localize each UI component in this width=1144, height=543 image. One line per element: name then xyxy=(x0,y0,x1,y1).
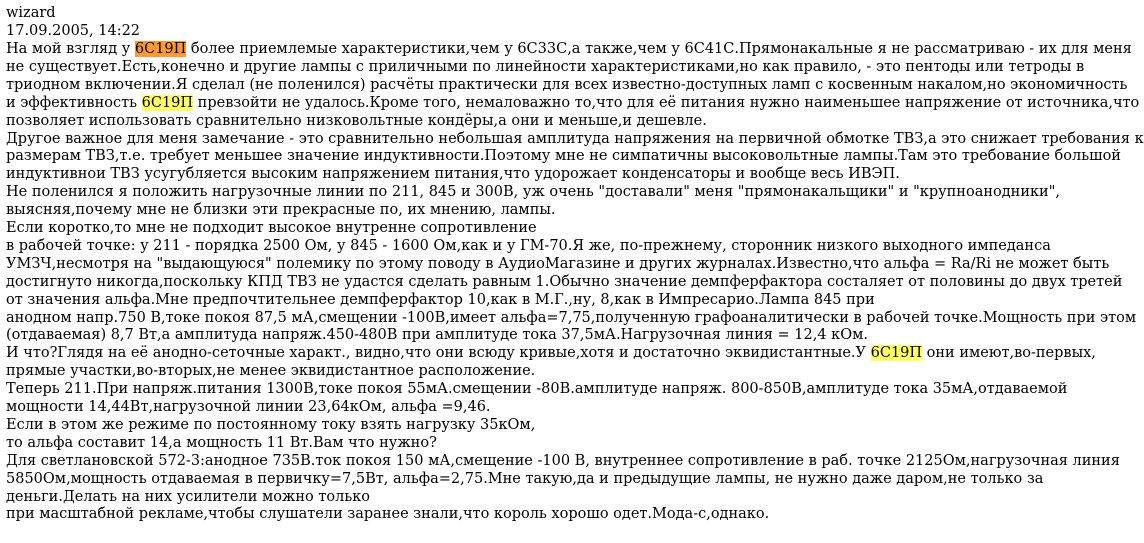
text-segment: при масштабной рекламе,чтобы слушатели заранее знали,что король хорошо одет.Мода-с,однако. xyxy=(6,506,770,523)
text-segment: Не поленился я положить нагрузочные линии по 211, 845 и 300В, уж очень "доставали" меня "прямонакальщики" и "крупноанодники", xyxy=(6,184,1061,201)
text-segment: прямые участки,во-вторых,не менее эквидистантное расположение. xyxy=(6,363,536,380)
post-text-line xyxy=(6,452,1120,470)
post-text-line xyxy=(6,505,769,523)
post-text-line xyxy=(6,237,1051,255)
text-segment: На мой взгляд у xyxy=(6,41,135,57)
post-text-line xyxy=(6,147,1121,165)
text-segment: размерам ТВЗ,т.е. требует меньшее значение индуктивности.Поэтому мне не симпатичны высоковольтные лампы.Там это требование большой xyxy=(6,148,1121,165)
text-segment: не существует.Есть,конечно и другие лампы с приличными по линейности характеристиками,но как правило, - это пентоды или тетроды в xyxy=(6,58,1085,75)
text-segment: и эффективность xyxy=(6,94,142,111)
text-segment: от значения альфа.Мне предпочтительнее демпферфактор 10,как в М.Г.,ну, 8,как в Импресарио.Лампа 845 при xyxy=(6,291,875,308)
text-segment: в рабочей точке: у 211 - порядка 2500 Ом, у 845 - 1600 Ом,как и у ГМ-70.Я же, по-прежнему, сторонник низкого выходного импеданса xyxy=(6,237,1051,254)
text-segment: Для светлановской 572-3:анодное 735В.ток покоя 150 мА,смещение -100 В, внутреннее сопротивление в раб. точке 2125Ом,нагрузочная линия xyxy=(6,452,1120,469)
post-text-line xyxy=(6,201,556,219)
post-text-line xyxy=(6,183,1060,201)
text-segment: деньги.Делать на них усилители можно только xyxy=(6,488,371,505)
post-text-line xyxy=(6,416,535,434)
text-segment: 5850Ом,мощность отдаваемая в первичку=7,5Вт, альфа=2,75.Мне такую,да и предыдущие лампы, не нужно даже даром,не только за xyxy=(6,470,1044,487)
text-segment: индуктивнои ТВЗ усугубляется высоким напряжением питания,что удорожает конденсаторы и вообще весь ИВЭП. xyxy=(6,166,900,183)
post-text-line xyxy=(6,362,535,380)
post-text-line xyxy=(6,291,875,309)
text-segment: (отдаваемая) 8,7 Вт,а амплитуда напряж.450-480В при амплитуде тока 37,5мА.Нагрузочная линия = 12,4 кОм. xyxy=(6,327,868,344)
post-text-line xyxy=(6,165,900,183)
post-text-line xyxy=(6,309,1136,327)
text-segment: анодном напр.750 В,токе покоя 87,5 мА,смещении -100В,имеет альфа=7,75,полученную графоаналитически в рабочей точке.Мощность при этом xyxy=(6,309,1137,326)
text-segment: более приемлемые характеристики,чем у 6С33С,а также,чем у 6С41С.Прямонакальные я не рассматриваю - их для меня xyxy=(186,41,1132,57)
text-segment: то альфа составит 14,а мощность 11 Вт.Вам что нужно? xyxy=(6,434,437,451)
text-segment: Другое важное для меня замечание - это сравнительно небольшая амплитуда напряжения на первичной обмотке ТВЗ,а это снижает требования к xyxy=(6,130,1144,147)
text-segment: позволяет использовать сравнительно низковольтные кондёры,а они и меньше,и дешевле. xyxy=(6,112,707,129)
post-text-line xyxy=(6,219,537,237)
post-text-line xyxy=(6,344,1096,362)
post-text-line xyxy=(6,255,1109,273)
post-text-line xyxy=(6,326,868,344)
post-text-line xyxy=(6,470,1043,488)
text-segment: Если в этом же режиме по постоянному току взять нагрузку 35кОм, xyxy=(6,416,536,433)
search-highlight: 6С19П xyxy=(870,345,923,362)
post-text-line xyxy=(6,398,491,416)
search-highlight: 6С19П xyxy=(141,94,194,111)
post-text-line xyxy=(6,58,1084,76)
post-text-line xyxy=(6,434,437,452)
text-segment: мощности 14,44Вт,нагрузочной линии 23,64кОм, альфа =9,46. xyxy=(6,399,491,415)
post-author[interactable]: wizard xyxy=(6,5,56,21)
text-segment: триодном включении.Я сделал (не поленился) расчёты практически для всех известно-доступных ламп с косвенным накалом,но экономичность xyxy=(6,76,1128,93)
text-segment: выясняя,почему мне не близки эти прекрасные по, их мнению, лампы. xyxy=(6,202,556,219)
post-text-line xyxy=(6,488,370,506)
post-text-line xyxy=(6,380,1067,398)
post-text-line xyxy=(6,40,1132,58)
text-segment: они имеют,во-первых, xyxy=(922,345,1096,362)
text-segment: Теперь 211.При напряж.питания 1300В,токе покоя 55мА.смещении -80В.амплитуде напряж. 800-850В,амплитуде тока 35мА,отдаваемой xyxy=(6,381,1068,398)
post-text-line xyxy=(6,112,707,130)
post-text-line xyxy=(6,273,1122,291)
post-text-line xyxy=(6,94,1139,112)
text-segment: Если коротко,то мне не подходит высокое внутренне сопротивление xyxy=(6,220,537,236)
post-date: 17.09.2005, 14:22 xyxy=(6,23,141,39)
text-segment: И что?Глядя на её анодно-сеточные характ., видно,что они всюду кривые,хотя и достаточно эквидистантные.У xyxy=(6,345,871,362)
search-highlight-current: 6С19П xyxy=(134,41,187,57)
post-text-line xyxy=(6,130,1144,148)
text-segment: УМЗЧ,несмотря на "выдающуюся" полемику по этому поводу в АудиоМагазине и других журналах.Известно,что альфа = Ra/Ri не может быть xyxy=(6,255,1110,272)
text-segment: достигнуто никогда,поскольку КПД ТВЗ не удастся сделать равным 1.Обычно значение демпферфактора состаляет от половины до двух третей xyxy=(6,273,1123,290)
post-text-line xyxy=(6,76,1127,94)
text-segment: превзойти не удалось.Кроме того, немаловажно то,что для её питания нужно наименьшее напряжение от источника,что xyxy=(193,94,1140,111)
